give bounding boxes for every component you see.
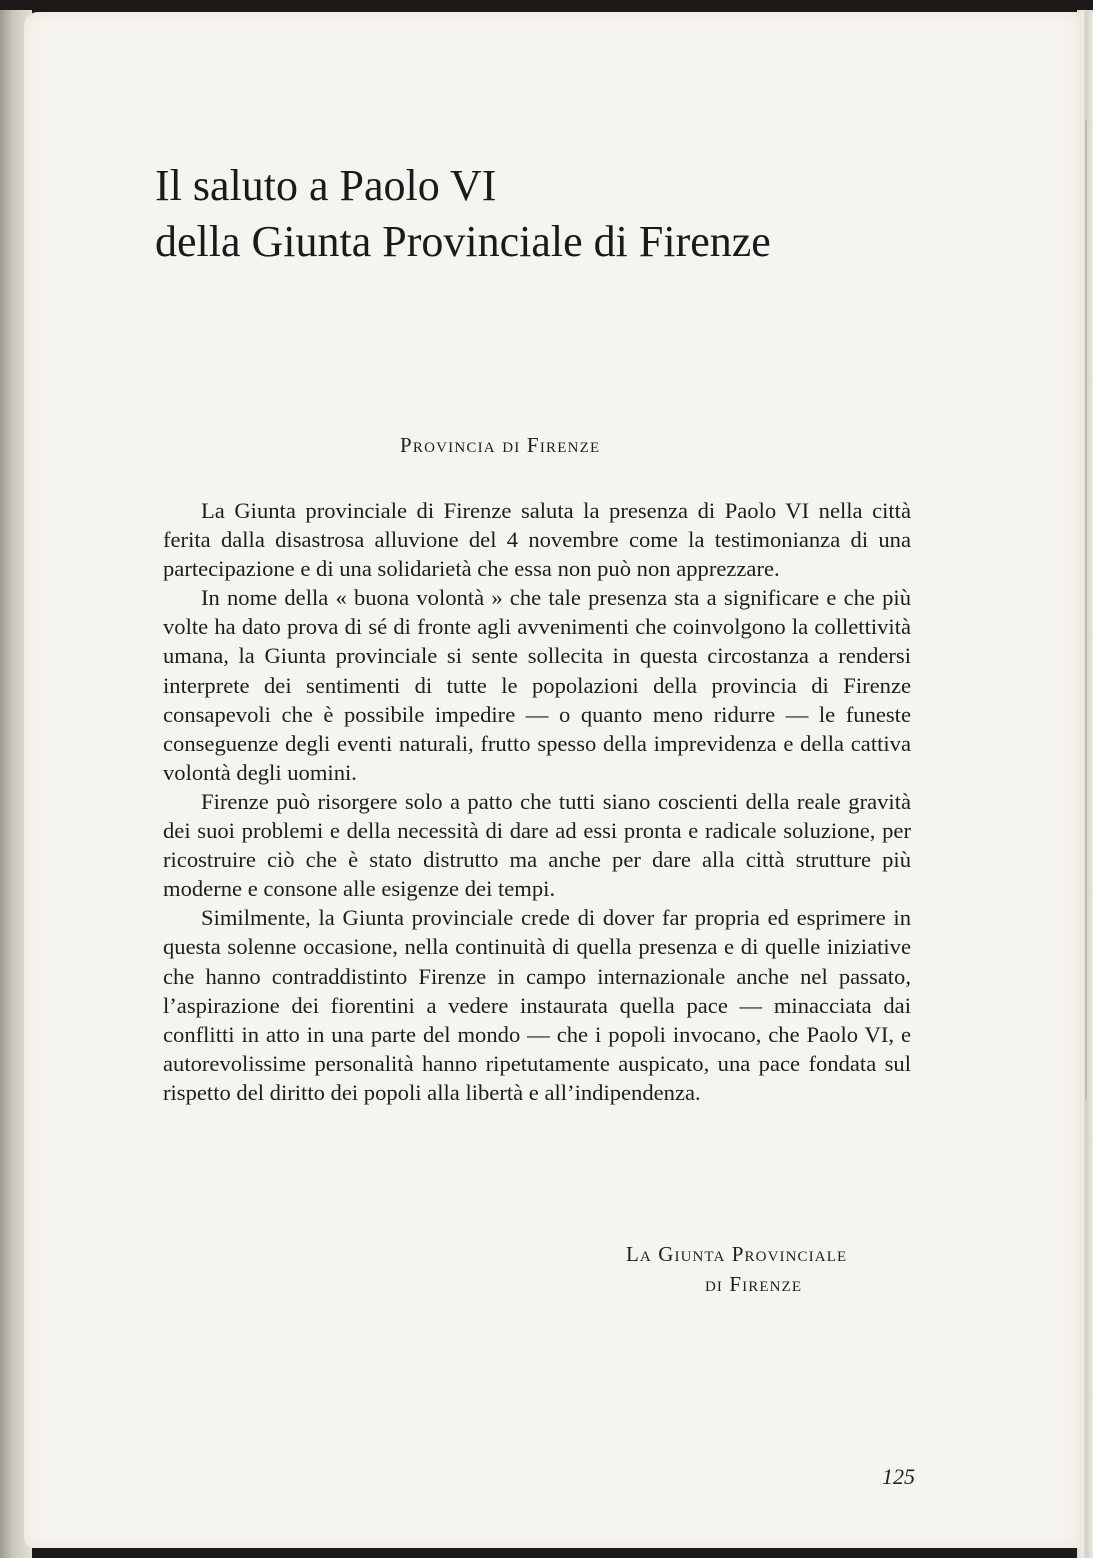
page-title-line-1: Il saluto a Paolo VI — [155, 161, 497, 210]
body-paragraph-2: In nome della « buona volontà » che tale presenza sta a significare e che più volte ha dato prova di sé di fronte agli avvenimenti che coinvolgono la collettività umana, la Giunta provinciale si sente sollecita in questa circostanza a rendersi interprete dei sentimenti di tutte le popolazioni della provincia di Firenze consapevoli che è possibile impedire — o quanto meno ridurre — le funeste conseguenze degli eventi naturali, frutto spesso della imprevidenza e della cattiva volontà degli uomini. — [163, 585, 911, 785]
section-heading: Provincia di Firenze — [400, 433, 601, 457]
body-paragraph-4: Similmente, la Giunta provinciale crede di dover far propria ed esprimere in questa solenne occasione, nella continuità di quella presenza e di quelle iniziative che hanno contraddistinto Firenze in campo internazionale anche nel passato, l’aspirazione dei fiorentini a vedere instaurata quella pace — minacciata dai conflitti in atto in una parte del mondo — che i popoli invocano, che Paolo VI, e autorevolissime personalità hanno ripetutamente auspicato, una pace fondata sul rispetto del diritto dei popoli alla libertà e all’indipendenza. — [163, 905, 911, 1105]
document-page — [24, 12, 1080, 1548]
letter-body — [163, 496, 911, 1107]
page-title — [155, 158, 1015, 270]
page-crease — [1085, 120, 1087, 1100]
page-title-line-2: della Giunta Provinciale di Firenze — [155, 217, 771, 266]
signature-line-1: La Giunta Provinciale — [626, 1242, 848, 1266]
signature-line-2: di Firenze — [705, 1272, 803, 1296]
page-number: 125 — [882, 1464, 915, 1489]
signature-block — [564, 1239, 924, 1299]
body-paragraph-1: La Giunta provinciale di Firenze saluta la presenza di Paolo VI nella città ferita dalla disastrosa alluvione del 4 novembre come la testimonianza di una partecipazione e di una solidarietà che essa non può non apprezzare. — [163, 498, 911, 582]
body-paragraph-3: Firenze può risorgere solo a patto che tutti siano coscienti della reale gravità dei suoi problemi e della necessità di dare ad essi pronta e radicale soluzione, per ricostruire ciò che è stato distrutto ma anche per dare alla città strutture più moderne e consone alle esigenze dei tempi. — [163, 788, 911, 902]
